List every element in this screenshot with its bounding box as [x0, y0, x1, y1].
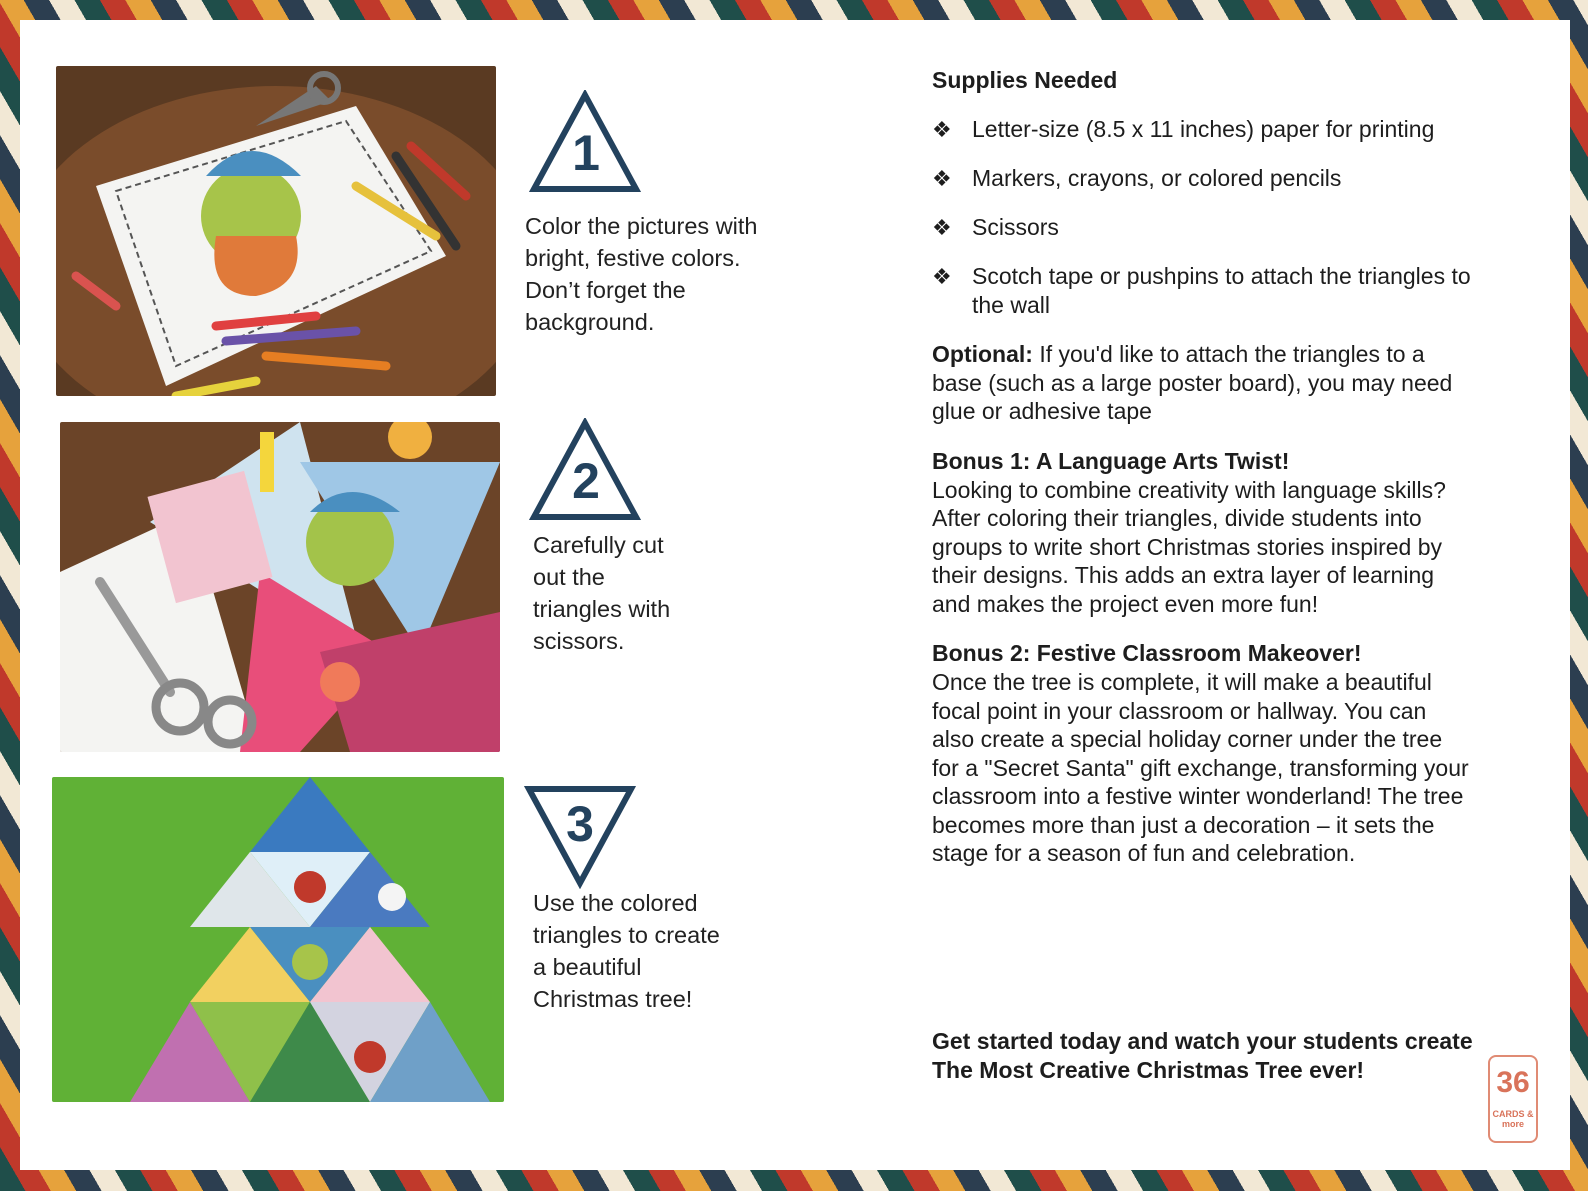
- step-2-triangle-icon: [529, 418, 641, 522]
- supplies-item-text: Scotch tape or pushpins to attach the triangles to the wall: [972, 263, 1471, 318]
- supplies-item: [932, 115, 1472, 144]
- supplies-list: [932, 115, 1472, 320]
- diamond-bullet-icon: ❖: [932, 264, 952, 289]
- supplies-heading: Supplies Needed: [932, 67, 1118, 93]
- photo-cutting: [60, 422, 500, 752]
- supplies-item: [932, 262, 1472, 320]
- optional-note: [932, 340, 1472, 426]
- supplies-item: [932, 164, 1472, 193]
- logo-sub: CARDS & more: [1492, 1109, 1534, 1129]
- bonus-1-title: Bonus 1: A Language Arts Twist!: [932, 447, 1290, 474]
- optional-text: If you'd like to attach the triangles to a base (such as a large poster board), you may need glue or adhesive tape: [932, 341, 1453, 424]
- optional-label: Optional:: [932, 341, 1033, 367]
- step-3-triangle-icon: [524, 785, 636, 889]
- info-column: [932, 66, 1472, 868]
- step-3-number: 3: [566, 796, 594, 852]
- step-1-number: 1: [572, 125, 600, 181]
- step-3-text: Use the colored triangles to create a beautiful Christmas tree!: [533, 890, 720, 1012]
- step-1-triangle-icon: [529, 90, 641, 194]
- logo-number: 36: [1496, 1066, 1530, 1099]
- closing-call-to-action: Get started today and watch your students create The Most Creative Christmas Tree ever!: [932, 1028, 1473, 1083]
- step-2-number: 2: [572, 453, 600, 509]
- diamond-bullet-icon: ❖: [932, 166, 952, 191]
- brand-logo: [1488, 1055, 1538, 1143]
- photo-coloring: [56, 66, 496, 396]
- supplies-item: [932, 213, 1472, 242]
- page-card: [20, 20, 1570, 1170]
- step-2-text: Carefully cut out the triangles with scissors.: [533, 532, 671, 654]
- bonus-2-text: Once the tree is complete, it will make a beautiful focal point in your classroom or hallway. You can also create a special holiday corner under the tree for a "Secret Santa" gift exchange, transforming your classroom into a festive winter wonderland! The tree becomes more than just a decoration – it sets the stage for a season of fun and celebration.: [932, 669, 1469, 866]
- bonus-1-text: Looking to combine creativity with language skills? After coloring their triangles, divide students into groups to write short Christmas stories inspired by their designs. This adds an extra layer of learning and makes the project even more fun!: [932, 476, 1446, 617]
- photo-tree: [52, 777, 504, 1102]
- supplies-item-text: Scissors: [972, 214, 1059, 240]
- bonus-2-title: Bonus 2: Festive Classroom Makeover!: [932, 640, 1362, 666]
- diamond-bullet-icon: ❖: [932, 117, 952, 142]
- step-1-text: Color the pictures with bright, festive colors. Don’t forget the background.: [525, 213, 758, 335]
- supplies-item-text: Letter-size (8.5 x 11 inches) paper for printing: [972, 116, 1435, 142]
- diamond-bullet-icon: ❖: [932, 215, 952, 240]
- supplies-item-text: Markers, crayons, or colored pencils: [972, 165, 1342, 191]
